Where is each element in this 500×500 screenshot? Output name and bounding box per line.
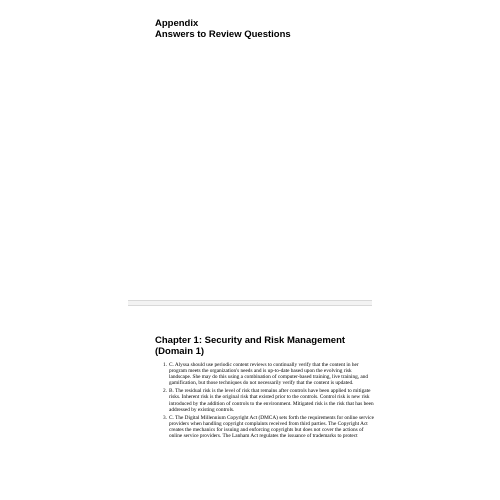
appendix-subtitle: Answers to Review Questions (155, 29, 291, 40)
answer-text: C. The Digital Millennium Copyright Act (DMCA) sets forth the requirements for online service providers when handling copyright complaints received from third parties. The Copyright Act creates the mechanics for issuing and enforcing copyrights but does not cover the actions of online service providers. The Lanham Act regulates the issuance of trademarks to protect (169, 414, 374, 440)
answer-list (155, 362, 375, 441)
page-divider (128, 300, 372, 306)
answer-number: 2. (163, 388, 167, 395)
answer-number: 1. (163, 362, 167, 368)
answer-text: C. Alyssa should use periodic content reviews to continually verify that the content in her program meets the organization's needs and is up-to-date based upon the evolving risk landscape. She may do this using a combination of computer-based training, live training, and gamification, but those techniques do not necessarily verify that the content is updated. (169, 362, 369, 387)
chapter-heading (155, 335, 375, 357)
list-item (155, 388, 375, 412)
answer-text: B. The residual risk is the level of risk that remains after controls have been applied to mitigate risks. Inherent risk is the original risk that existed prior to the controls. Control risk is new risk introduced by the addition of controls to the environment. Mitigated risk is the risk that has been addressed by existing controls. (169, 388, 374, 413)
chapter-domain: (Domain 1) (155, 346, 205, 357)
list-item (155, 362, 375, 386)
list-item (155, 415, 375, 439)
appendix-title (155, 18, 291, 40)
chapter-title: Chapter 1: Security and Risk Management (155, 335, 346, 346)
answer-number: 3. (163, 414, 167, 421)
appendix-label: Appendix (155, 18, 199, 29)
